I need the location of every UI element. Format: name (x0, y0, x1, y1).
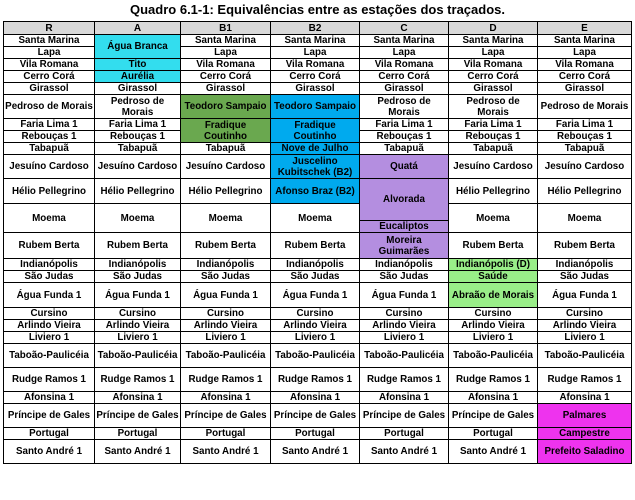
station-cell: São Judas (360, 271, 449, 283)
station-cell: Girassol (95, 83, 181, 95)
station-cell: Lapa (360, 47, 449, 59)
station-cell: Indianópolis (95, 259, 181, 271)
station-cell: Liviero 1 (538, 332, 632, 344)
header-row (4, 22, 632, 35)
station-cell: Príncipe de Gales (4, 404, 95, 428)
station-cell: Lapa (538, 47, 632, 59)
station-cell: Aurélia (95, 71, 181, 83)
station-cell: Arlindo Vieira (95, 320, 181, 332)
column-header-b1: B1 (181, 22, 271, 35)
station-cell: Portugal (271, 428, 360, 440)
station-cell: Vila Romana (4, 59, 95, 71)
station-cell: Pedroso de Morais (360, 95, 449, 119)
station-cell: Jesuíno Cardoso (449, 155, 538, 179)
table-row (4, 233, 632, 259)
station-cell: Rubem Berta (181, 233, 271, 259)
station-cell: Moema (538, 204, 632, 233)
table-row (4, 368, 632, 392)
station-cell: Santo André 1 (271, 440, 360, 464)
station-cell: Lapa (271, 47, 360, 59)
table-row (4, 308, 632, 320)
station-cell: Arlindo Vieira (360, 320, 449, 332)
station-cell: Arlindo Vieira (271, 320, 360, 332)
station-cell: Santo André 1 (360, 440, 449, 464)
station-cell: Rudge Ramos 1 (271, 368, 360, 392)
station-cell: Taboão-Paulicéia (4, 344, 95, 368)
column-header-r: R (4, 22, 95, 35)
station-cell: Água Funda 1 (181, 283, 271, 308)
table-row (4, 392, 632, 404)
station-cell: Faria Lima 1 (360, 119, 449, 131)
station-cell: São Judas (95, 271, 181, 283)
station-cell: Rebouças 1 (538, 131, 632, 143)
station-cell: Faria Lima 1 (95, 119, 181, 131)
station-cell: Teodoro Sampaio (181, 95, 271, 119)
station-cell: Cerro Corá (181, 71, 271, 83)
station-cell: Portugal (95, 428, 181, 440)
station-cell: Vila Romana (360, 59, 449, 71)
station-cell: Girassol (538, 83, 632, 95)
station-cell: Afonsina 1 (95, 392, 181, 404)
station-cell: Alvorada (360, 179, 449, 221)
station-cell: Tabapuã (360, 143, 449, 155)
table-row (4, 283, 632, 308)
station-cell: Cursino (95, 308, 181, 320)
column-header-b2: B2 (271, 22, 360, 35)
station-cell: São Judas (4, 271, 95, 283)
station-cell: Rubem Berta (4, 233, 95, 259)
station-cell: Arlindo Vieira (181, 320, 271, 332)
table-row (4, 59, 632, 71)
station-cell: Moreira Guimarães (360, 233, 449, 259)
table-row (4, 71, 632, 83)
station-cell: Vila Romana (181, 59, 271, 71)
station-cell: São Judas (271, 271, 360, 283)
table-row (4, 320, 632, 332)
station-cell: Afonsina 1 (181, 392, 271, 404)
station-cell: Hélio Pellegrino (95, 179, 181, 204)
station-cell: Cerro Corá (271, 71, 360, 83)
station-cell: Príncipe de Gales (360, 404, 449, 428)
station-cell: Água Funda 1 (95, 283, 181, 308)
station-cell: Lapa (4, 47, 95, 59)
station-cell: Moema (95, 204, 181, 233)
station-cell: Rebouças 1 (95, 131, 181, 143)
station-cell: Pedroso de Morais (449, 95, 538, 119)
station-cell: Cursino (538, 308, 632, 320)
station-cell: Rubem Berta (271, 233, 360, 259)
station-cell: Santa Marina (271, 35, 360, 47)
station-cell: Juscelino Kubitschek (B2) (271, 155, 360, 179)
column-header-c: C (360, 22, 449, 35)
station-cell: Santo André 1 (181, 440, 271, 464)
station-cell: Hélio Pellegrino (181, 179, 271, 204)
station-cell: Tabapuã (181, 143, 271, 155)
station-cell: Príncipe de Gales (449, 404, 538, 428)
station-cell: Água Funda 1 (271, 283, 360, 308)
station-cell: Lapa (449, 47, 538, 59)
station-cell: Moema (271, 204, 360, 233)
station-cell: Indianópolis (4, 259, 95, 271)
station-cell: Rubem Berta (538, 233, 632, 259)
station-cell: Palmares (538, 404, 632, 428)
station-cell: Santa Marina (181, 35, 271, 47)
station-cell: Tito (95, 59, 181, 71)
column-header-e: E (538, 22, 632, 35)
table-row (4, 119, 632, 131)
station-cell: Santa Marina (538, 35, 632, 47)
table-row (4, 259, 632, 271)
station-cell: Príncipe de Gales (181, 404, 271, 428)
station-cell: Moema (449, 204, 538, 233)
station-cell: Santa Marina (449, 35, 538, 47)
table-row (4, 155, 632, 179)
station-cell: Nove de Julho (271, 143, 360, 155)
station-cell: Príncipe de Gales (271, 404, 360, 428)
station-cell: Jesuíno Cardoso (95, 155, 181, 179)
station-cell: Vila Romana (271, 59, 360, 71)
station-cell: Água Funda 1 (4, 283, 95, 308)
station-cell: Taboão-Paulicéia (271, 344, 360, 368)
station-cell: Girassol (181, 83, 271, 95)
station-cell: Fradique Coutinho (271, 119, 360, 143)
table-row (4, 204, 632, 221)
station-cell: Cursino (449, 308, 538, 320)
station-cell: Fradique Coutinho (181, 119, 271, 143)
station-cell: Cerro Corá (4, 71, 95, 83)
station-equivalence-table (3, 21, 632, 464)
station-cell: Santa Marina (360, 35, 449, 47)
station-cell: Cerro Corá (538, 71, 632, 83)
station-cell: Rudge Ramos 1 (449, 368, 538, 392)
table-row (4, 271, 632, 283)
table-body (4, 35, 632, 464)
station-cell: Vila Romana (449, 59, 538, 71)
station-cell: Campestre (538, 428, 632, 440)
table-row (4, 428, 632, 440)
station-cell: Jesuíno Cardoso (4, 155, 95, 179)
station-cell: Rubem Berta (95, 233, 181, 259)
station-cell: Água Funda 1 (538, 283, 632, 308)
table-row (4, 344, 632, 368)
station-cell: Rebouças 1 (4, 131, 95, 143)
table-row (4, 35, 632, 47)
table-title: Quadro 6.1-1: Equivalências entre as estações dos traçados. (130, 2, 505, 17)
station-cell: São Judas (181, 271, 271, 283)
station-cell: Água Branca (95, 35, 181, 59)
station-cell: Moema (4, 204, 95, 233)
station-cell: Girassol (449, 83, 538, 95)
table-row (4, 95, 632, 119)
station-cell: Afonsina 1 (4, 392, 95, 404)
station-cell: Liviero 1 (360, 332, 449, 344)
station-cell: Cursino (181, 308, 271, 320)
station-cell: Indianópolis (360, 259, 449, 271)
station-cell: Faria Lima 1 (449, 119, 538, 131)
station-cell: Indianópolis (181, 259, 271, 271)
station-cell: Rudge Ramos 1 (4, 368, 95, 392)
station-cell: Pedroso de Morais (95, 95, 181, 119)
station-cell: Afonsina 1 (449, 392, 538, 404)
station-cell: Liviero 1 (271, 332, 360, 344)
station-cell: Indianópolis (538, 259, 632, 271)
station-cell: Prefeito Saladino (538, 440, 632, 464)
station-cell: Lapa (181, 47, 271, 59)
station-cell: Liviero 1 (95, 332, 181, 344)
station-cell: Taboão-Paulicéia (95, 344, 181, 368)
station-cell: Tabapuã (538, 143, 632, 155)
station-cell: Liviero 1 (4, 332, 95, 344)
station-cell: Portugal (4, 428, 95, 440)
station-cell: Arlindo Vieira (4, 320, 95, 332)
station-cell: Hélio Pellegrino (449, 179, 538, 204)
station-cell: Santa Marina (4, 35, 95, 47)
station-cell: Afonso Braz (B2) (271, 179, 360, 204)
station-cell: Quatá (360, 155, 449, 179)
station-cell: Indianópolis (D) (449, 259, 538, 271)
station-cell: Girassol (4, 83, 95, 95)
station-cell: Pedroso de Morais (4, 95, 95, 119)
station-cell: Taboão-Paulicéia (538, 344, 632, 368)
station-cell: Teodoro Sampaio (271, 95, 360, 119)
station-cell: Rebouças 1 (449, 131, 538, 143)
station-cell: Afonsina 1 (360, 392, 449, 404)
station-cell: Abraão de Morais (449, 283, 538, 308)
station-cell: Jesuíno Cardoso (181, 155, 271, 179)
station-cell: Girassol (360, 83, 449, 95)
table-row (4, 179, 632, 204)
table-row (4, 143, 632, 155)
station-cell: Portugal (181, 428, 271, 440)
station-cell: Arlindo Vieira (538, 320, 632, 332)
station-cell: Girassol (271, 83, 360, 95)
station-cell: Faria Lima 1 (4, 119, 95, 131)
station-cell: Rudge Ramos 1 (181, 368, 271, 392)
station-cell: Moema (181, 204, 271, 233)
station-cell: Taboão-Paulicéia (181, 344, 271, 368)
station-cell: Saúde (449, 271, 538, 283)
station-cell: Portugal (449, 428, 538, 440)
station-cell: Santo André 1 (4, 440, 95, 464)
station-cell: Indianópolis (271, 259, 360, 271)
station-cell: Afonsina 1 (538, 392, 632, 404)
station-cell: Vila Romana (538, 59, 632, 71)
station-cell: Santo André 1 (449, 440, 538, 464)
station-cell: Santo André 1 (95, 440, 181, 464)
station-cell: São Judas (538, 271, 632, 283)
station-cell: Liviero 1 (181, 332, 271, 344)
station-cell: Taboão-Paulicéia (360, 344, 449, 368)
station-cell: Arlindo Vieira (449, 320, 538, 332)
station-cell: Tabapuã (95, 143, 181, 155)
station-cell: Rubem Berta (449, 233, 538, 259)
station-cell: Hélio Pellegrino (4, 179, 95, 204)
table-row (4, 83, 632, 95)
station-cell: Príncipe de Gales (95, 404, 181, 428)
station-cell: Pedroso de Morais (538, 95, 632, 119)
station-cell: Cerro Corá (360, 71, 449, 83)
station-cell: Cursino (4, 308, 95, 320)
station-cell: Eucaliptos (360, 221, 449, 233)
station-cell: Rudge Ramos 1 (360, 368, 449, 392)
station-cell: Rudge Ramos 1 (538, 368, 632, 392)
station-cell: Liviero 1 (449, 332, 538, 344)
station-cell: Afonsina 1 (271, 392, 360, 404)
station-cell: Cerro Corá (449, 71, 538, 83)
station-cell: Taboão-Paulicéia (449, 344, 538, 368)
column-header-a: A (95, 22, 181, 35)
station-cell: Cursino (360, 308, 449, 320)
station-cell: Tabapuã (4, 143, 95, 155)
table-row (4, 332, 632, 344)
station-cell: Hélio Pellegrino (538, 179, 632, 204)
table-row (4, 440, 632, 464)
station-cell: Faria Lima 1 (538, 119, 632, 131)
station-cell: Rebouças 1 (360, 131, 449, 143)
column-header-d: D (449, 22, 538, 35)
station-cell: Tabapuã (449, 143, 538, 155)
station-cell: Rudge Ramos 1 (95, 368, 181, 392)
station-cell: Jesuíno Cardoso (538, 155, 632, 179)
station-cell: Água Funda 1 (360, 283, 449, 308)
station-cell: Cursino (271, 308, 360, 320)
station-cell: Portugal (360, 428, 449, 440)
table-row (4, 404, 632, 428)
